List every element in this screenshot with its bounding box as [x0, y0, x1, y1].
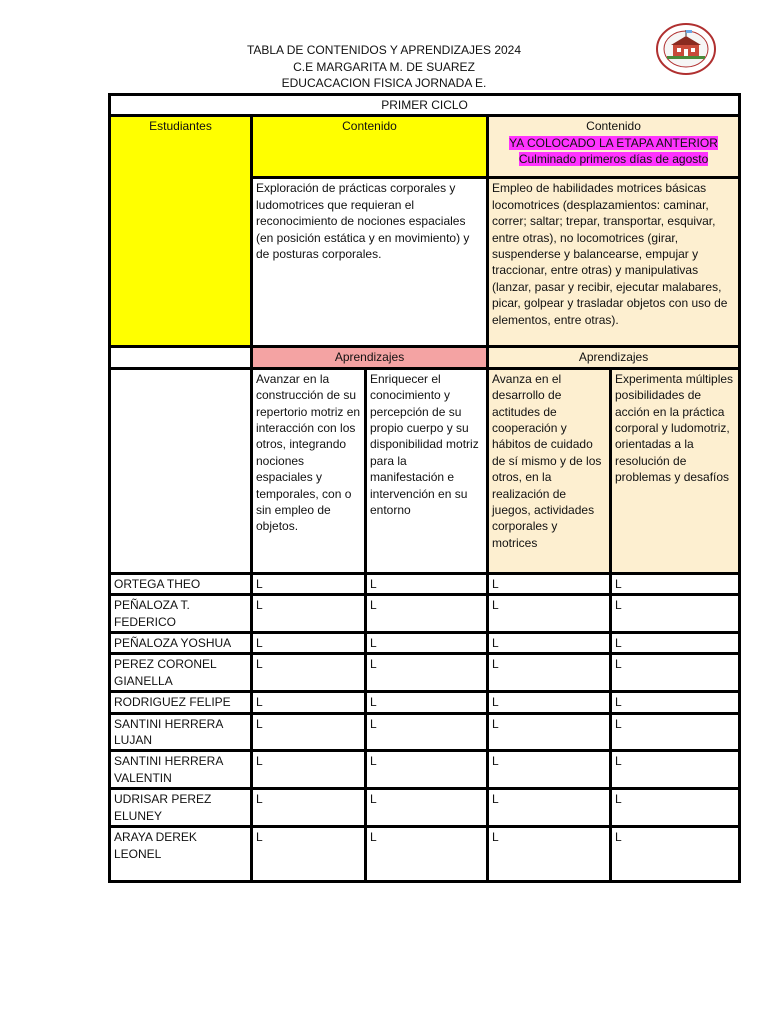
header-school: C.E MARGARITA M. DE SUAREZ [293, 59, 475, 74]
student-name: UDRISAR PEREZ ELUNEY [110, 789, 252, 827]
student-row [110, 654, 740, 692]
stage-note-line1: YA COLOCADO LA ETAPA ANTERIOR [509, 135, 718, 150]
learning-3: Avanza en el desarrollo de actitudes de cooperación y hábitos de cuidado de sí mismo y de los otros, en la realización de juegos, actividades corporales y motrices [488, 368, 611, 573]
document-header [0, 42, 768, 92]
header-subject: EDUCACACION FISICA JORNADA E. [281, 76, 487, 90]
student-mark: L [611, 692, 740, 713]
student-name: RODRIGUEZ FELIPE [110, 692, 252, 713]
student-mark: L [252, 751, 366, 789]
student-mark: L [366, 595, 488, 633]
aprendizajes-heading-1: Aprendizajes [252, 347, 488, 368]
student-mark: L [488, 751, 611, 789]
student-name: SANTINI HERRERA LUJAN [110, 713, 252, 751]
header-title: TABLA DE CONTENIDOS Y APRENDIZAJES 2024 [246, 43, 522, 57]
student-mark: L [488, 654, 611, 692]
student-mark: L [366, 789, 488, 827]
student-mark: L [611, 827, 740, 882]
student-mark: L [252, 789, 366, 827]
empty-cell [110, 368, 252, 573]
student-mark: L [366, 692, 488, 713]
student-mark: L [366, 654, 488, 692]
learning-2: Enriquecer el conocimiento y percepción de su propio cuerpo y su disponibilidad motriz para la manifestación e intervención en su entorno [366, 368, 488, 573]
student-mark: L [611, 654, 740, 692]
student-mark: L [611, 573, 740, 594]
student-mark: L [366, 713, 488, 751]
content-1-text: Exploración de prácticas corporales y ludomotrices que requieran el reconocimiento de nociones espaciales (en posición estática y en movimiento) y de posturas corporales. [252, 178, 488, 347]
student-mark: L [488, 595, 611, 633]
student-mark: L [611, 751, 740, 789]
student-mark: L [252, 827, 366, 882]
student-name: SANTINI HERRERA VALENTIN [110, 751, 252, 789]
content-2-text: Empleo de habilidades motrices básicas locomotrices (desplazamientos: caminar, correr; saltar; trepar, transportar, esquivar, entre otras), no locomotrices (girar, suspenderse y balancearse, empujar y traccionar, entre otras) y manipulativas (lanzar, pasar y recibir, ejecutar malabares, picar, golpear y trasladar objetos con uso de elementos, entre otras). [488, 178, 740, 347]
student-mark: L [366, 827, 488, 882]
school-seal-icon [655, 22, 717, 76]
student-mark: L [488, 633, 611, 654]
student-mark: L [252, 573, 366, 594]
student-mark: L [611, 789, 740, 827]
student-mark: L [366, 751, 488, 789]
student-mark: L [611, 633, 740, 654]
content-heading-2-label: Contenido [586, 119, 641, 134]
student-name: PEÑALOZA T. FEDERICO [110, 595, 252, 633]
student-name: ARAYA DEREK LEONEL [110, 827, 252, 882]
cycle-heading: PRIMER CICLO [110, 95, 740, 116]
student-name: PEREZ CORONEL GIANELLA [110, 654, 252, 692]
student-name: PEÑALOZA YOSHUA [110, 633, 252, 654]
student-row [110, 789, 740, 827]
student-row [110, 713, 740, 751]
student-mark: L [611, 713, 740, 751]
student-mark: L [252, 713, 366, 751]
student-mark: L [488, 789, 611, 827]
student-mark: L [252, 654, 366, 692]
student-mark: L [488, 573, 611, 594]
student-name: ORTEGA THEO [110, 573, 252, 594]
learning-4: Experimenta múltiples posibilidades de acción en la práctica corporal y ludomotriz, orientadas a la resolución de problemas y desafíos [611, 368, 740, 573]
contents-table [108, 93, 741, 883]
student-mark: L [488, 692, 611, 713]
student-mark: L [488, 827, 611, 882]
student-mark: L [252, 633, 366, 654]
content-heading-2 [488, 116, 740, 178]
student-mark: L [611, 595, 740, 633]
empty-cell [110, 347, 252, 368]
content-heading-1: Contenido [252, 116, 488, 178]
student-row [110, 573, 740, 594]
student-row [110, 751, 740, 789]
stage-note-line2: Culminado primeros días de agosto [518, 152, 709, 167]
student-mark: L [366, 573, 488, 594]
student-row [110, 595, 740, 633]
student-row [110, 692, 740, 713]
student-mark: L [488, 713, 611, 751]
student-mark: L [252, 692, 366, 713]
learning-1: Avanzar en la construcción de su repertorio motriz en interacción con los otros, integrando nociones espaciales y temporales, con o sin empleo de objetos. [252, 368, 366, 573]
aprendizajes-heading-2: Aprendizajes [488, 347, 740, 368]
student-mark: L [366, 633, 488, 654]
student-mark: L [252, 595, 366, 633]
student-row [110, 633, 740, 654]
student-row [110, 827, 740, 882]
students-heading: Estudiantes [110, 116, 252, 347]
